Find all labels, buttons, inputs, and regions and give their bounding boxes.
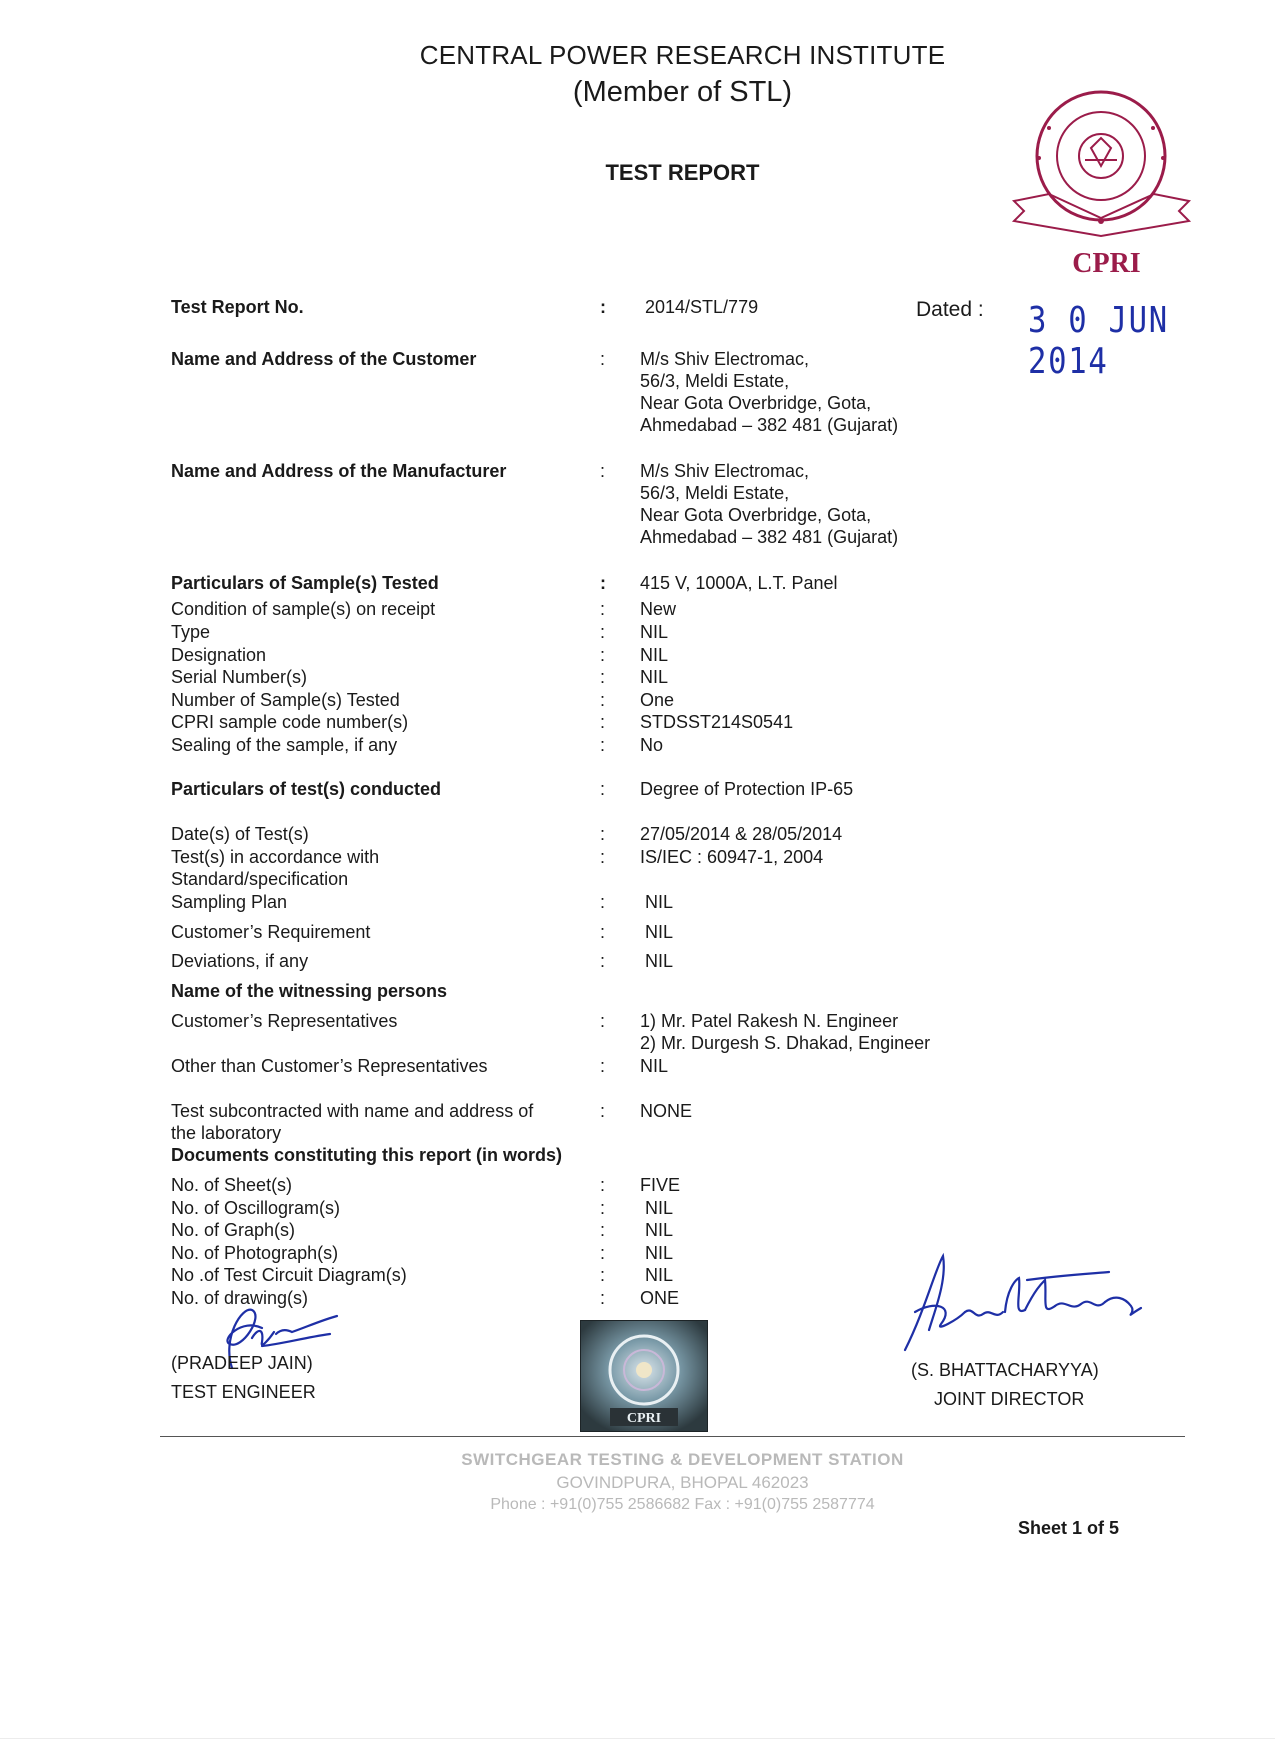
manufacturer-address	[640, 460, 1200, 548]
customer-address	[640, 348, 1200, 436]
footer-contact: Phone : +91(0)755 2586682 Fax : +91(0)755 2587774	[490, 1496, 875, 1513]
requirement-label: Customer’s Requirement	[171, 922, 371, 942]
colon: :	[600, 622, 606, 642]
condition-label: Condition of sample(s) on receipt	[171, 599, 436, 619]
colon: :	[600, 779, 606, 799]
report-number-label: Test Report No.	[171, 297, 304, 317]
other-representatives-value: NIL	[640, 1056, 669, 1076]
test-standard-label-line: Standard/specification	[171, 869, 349, 889]
sample-code-label: CPRI sample code number(s)	[171, 712, 409, 732]
colon: :	[600, 645, 606, 665]
circuit-diagram-label: No .of Test Circuit Diagram(s)	[171, 1265, 407, 1285]
colon: :	[600, 951, 606, 971]
dated-label: Dated :	[916, 298, 984, 321]
representative-line: 2) Mr. Durgesh S. Dhakad, Engineer	[640, 1033, 931, 1053]
footer-address: GOVINDPURA, BHOPAL 462023	[556, 1473, 809, 1492]
address-line: M/s Shiv Electromac,	[640, 461, 810, 481]
other-representatives-label: Other than Customer’s Representatives	[171, 1056, 488, 1076]
colon: :	[600, 1101, 606, 1121]
sample-count-label: Number of Sample(s) Tested	[171, 690, 400, 710]
condition-value: New	[640, 599, 677, 619]
colon: :	[600, 1265, 606, 1285]
colon: :	[600, 712, 606, 732]
address-line: 56/3, Meldi Estate,	[640, 371, 790, 391]
cpri-hologram-icon	[580, 1320, 708, 1432]
test-standard-value: IS/IEC : 60947-1, 2004	[640, 847, 824, 867]
footer-station: SWITCHGEAR TESTING & DEVELOPMENT STATION	[461, 1450, 904, 1469]
sheet-number: Sheet 1 of 5	[1018, 1518, 1120, 1538]
graph-value: NIL	[645, 1220, 674, 1240]
joint-director-title: JOINT DIRECTOR	[934, 1389, 1085, 1409]
organization-name: CENTRAL POWER RESEARCH INSTITUTE	[419, 40, 946, 70]
serial-value: NIL	[640, 667, 669, 687]
colon: :	[600, 1288, 606, 1308]
customer-representatives-value	[640, 1010, 1200, 1054]
test-standard-label	[171, 846, 591, 890]
sampling-plan-value: NIL	[645, 892, 674, 912]
colon: :	[600, 922, 606, 942]
subcontract-label	[171, 1100, 591, 1144]
graph-label: No. of Graph(s)	[171, 1220, 296, 1240]
sealing-value: No	[640, 735, 664, 755]
address-line: Ahmedabad – 382 481 (Gujarat)	[640, 415, 899, 435]
seal-label: CPRI	[1072, 248, 1141, 279]
tests-conducted-label: Particulars of test(s) conducted	[171, 779, 442, 799]
colon: :	[600, 599, 606, 619]
test-dates-label: Date(s) of Test(s)	[171, 824, 309, 844]
documents-heading: Documents constituting this report (in words)	[171, 1145, 562, 1165]
tests-conducted-value: Degree of Protection IP-65	[640, 779, 854, 799]
colon: :	[600, 297, 606, 317]
address-line: Near Gota Overbridge, Gota,	[640, 505, 872, 525]
report-number-value: 2014/STL/779	[645, 297, 759, 317]
footer-divider	[160, 1436, 1185, 1437]
oscillogram-value: NIL	[645, 1198, 674, 1218]
address-line: Near Gota Overbridge, Gota,	[640, 393, 872, 413]
sampling-plan-label: Sampling Plan	[171, 892, 288, 912]
sample-particulars-label: Particulars of Sample(s) Tested	[171, 573, 439, 593]
address-line: Ahmedabad – 382 481 (Gujarat)	[640, 527, 899, 547]
colon: :	[600, 461, 606, 481]
designation-value: NIL	[640, 645, 669, 665]
sample-code-value: STDSST214S0541	[640, 712, 794, 732]
customer-representatives-label: Customer’s Representatives	[171, 1011, 398, 1031]
joint-director-signature-icon	[895, 1250, 1155, 1360]
colon: :	[600, 735, 606, 755]
test-engineer-title: TEST ENGINEER	[171, 1382, 316, 1402]
drawing-value: ONE	[640, 1288, 680, 1308]
address-line: 56/3, Meldi Estate,	[640, 483, 790, 503]
photograph-label: No. of Photograph(s)	[171, 1243, 339, 1263]
witness-heading: Name of the witnessing persons	[171, 981, 448, 1001]
organization-member: (Member of STL)	[572, 76, 793, 108]
sample-count-value: One	[640, 690, 675, 710]
manufacturer-label: Name and Address of the Manufacturer	[171, 461, 507, 481]
colon: :	[600, 573, 606, 593]
designation-label: Designation	[171, 645, 267, 665]
joint-director-name: (S. BHATTACHARYYA)	[911, 1360, 1099, 1380]
colon: :	[600, 667, 606, 687]
test-dates-value: 27/05/2014 & 28/05/2014	[640, 824, 843, 844]
sample-particulars-value: 415 V, 1000A, L.T. Panel	[640, 573, 838, 593]
page-edge-divider	[0, 1738, 1275, 1739]
cpri-seal-icon	[1009, 86, 1194, 246]
circuit-diagram-value: NIL	[645, 1265, 674, 1285]
subcontract-label-line: the laboratory	[171, 1123, 282, 1143]
requirement-value: NIL	[645, 922, 674, 942]
address-line: M/s Shiv Electromac,	[640, 349, 810, 369]
colon: :	[600, 1198, 606, 1218]
subcontract-label-line: Test subcontracted with name and address of	[171, 1101, 534, 1121]
customer-label: Name and Address of the Customer	[171, 349, 477, 369]
photograph-value: NIL	[645, 1243, 674, 1263]
colon: :	[600, 1175, 606, 1195]
colon: :	[600, 1011, 606, 1031]
colon: :	[600, 1220, 606, 1240]
type-value: NIL	[640, 622, 669, 642]
type-label: Type	[171, 622, 211, 642]
colon: :	[600, 824, 606, 844]
colon: :	[600, 892, 606, 912]
colon: :	[600, 1243, 606, 1263]
sheets-value: FIVE	[640, 1175, 681, 1195]
test-engineer-name: (PRADEEP JAIN)	[171, 1353, 313, 1373]
report-title: TEST REPORT	[605, 160, 760, 185]
oscillogram-label: No. of Oscillogram(s)	[171, 1198, 341, 1218]
deviations-label: Deviations, if any	[171, 951, 309, 971]
subcontract-value: NONE	[640, 1101, 693, 1121]
representative-line: 1) Mr. Patel Rakesh N. Engineer	[640, 1011, 899, 1031]
deviations-value: NIL	[645, 951, 674, 971]
colon: :	[600, 847, 606, 867]
colon: :	[600, 349, 606, 369]
drawing-label: No. of drawing(s)	[171, 1288, 309, 1308]
date-stamp: 3 0 JUN 2014	[1028, 300, 1169, 382]
hologram-label: CPRI	[626, 1411, 662, 1426]
colon: :	[600, 1056, 606, 1076]
sealing-label: Sealing of the sample, if any	[171, 735, 398, 755]
serial-label: Serial Number(s)	[171, 667, 308, 687]
colon: :	[600, 690, 606, 710]
sheets-label: No. of Sheet(s)	[171, 1175, 293, 1195]
test-standard-label-line: Test(s) in accordance with	[171, 847, 380, 867]
